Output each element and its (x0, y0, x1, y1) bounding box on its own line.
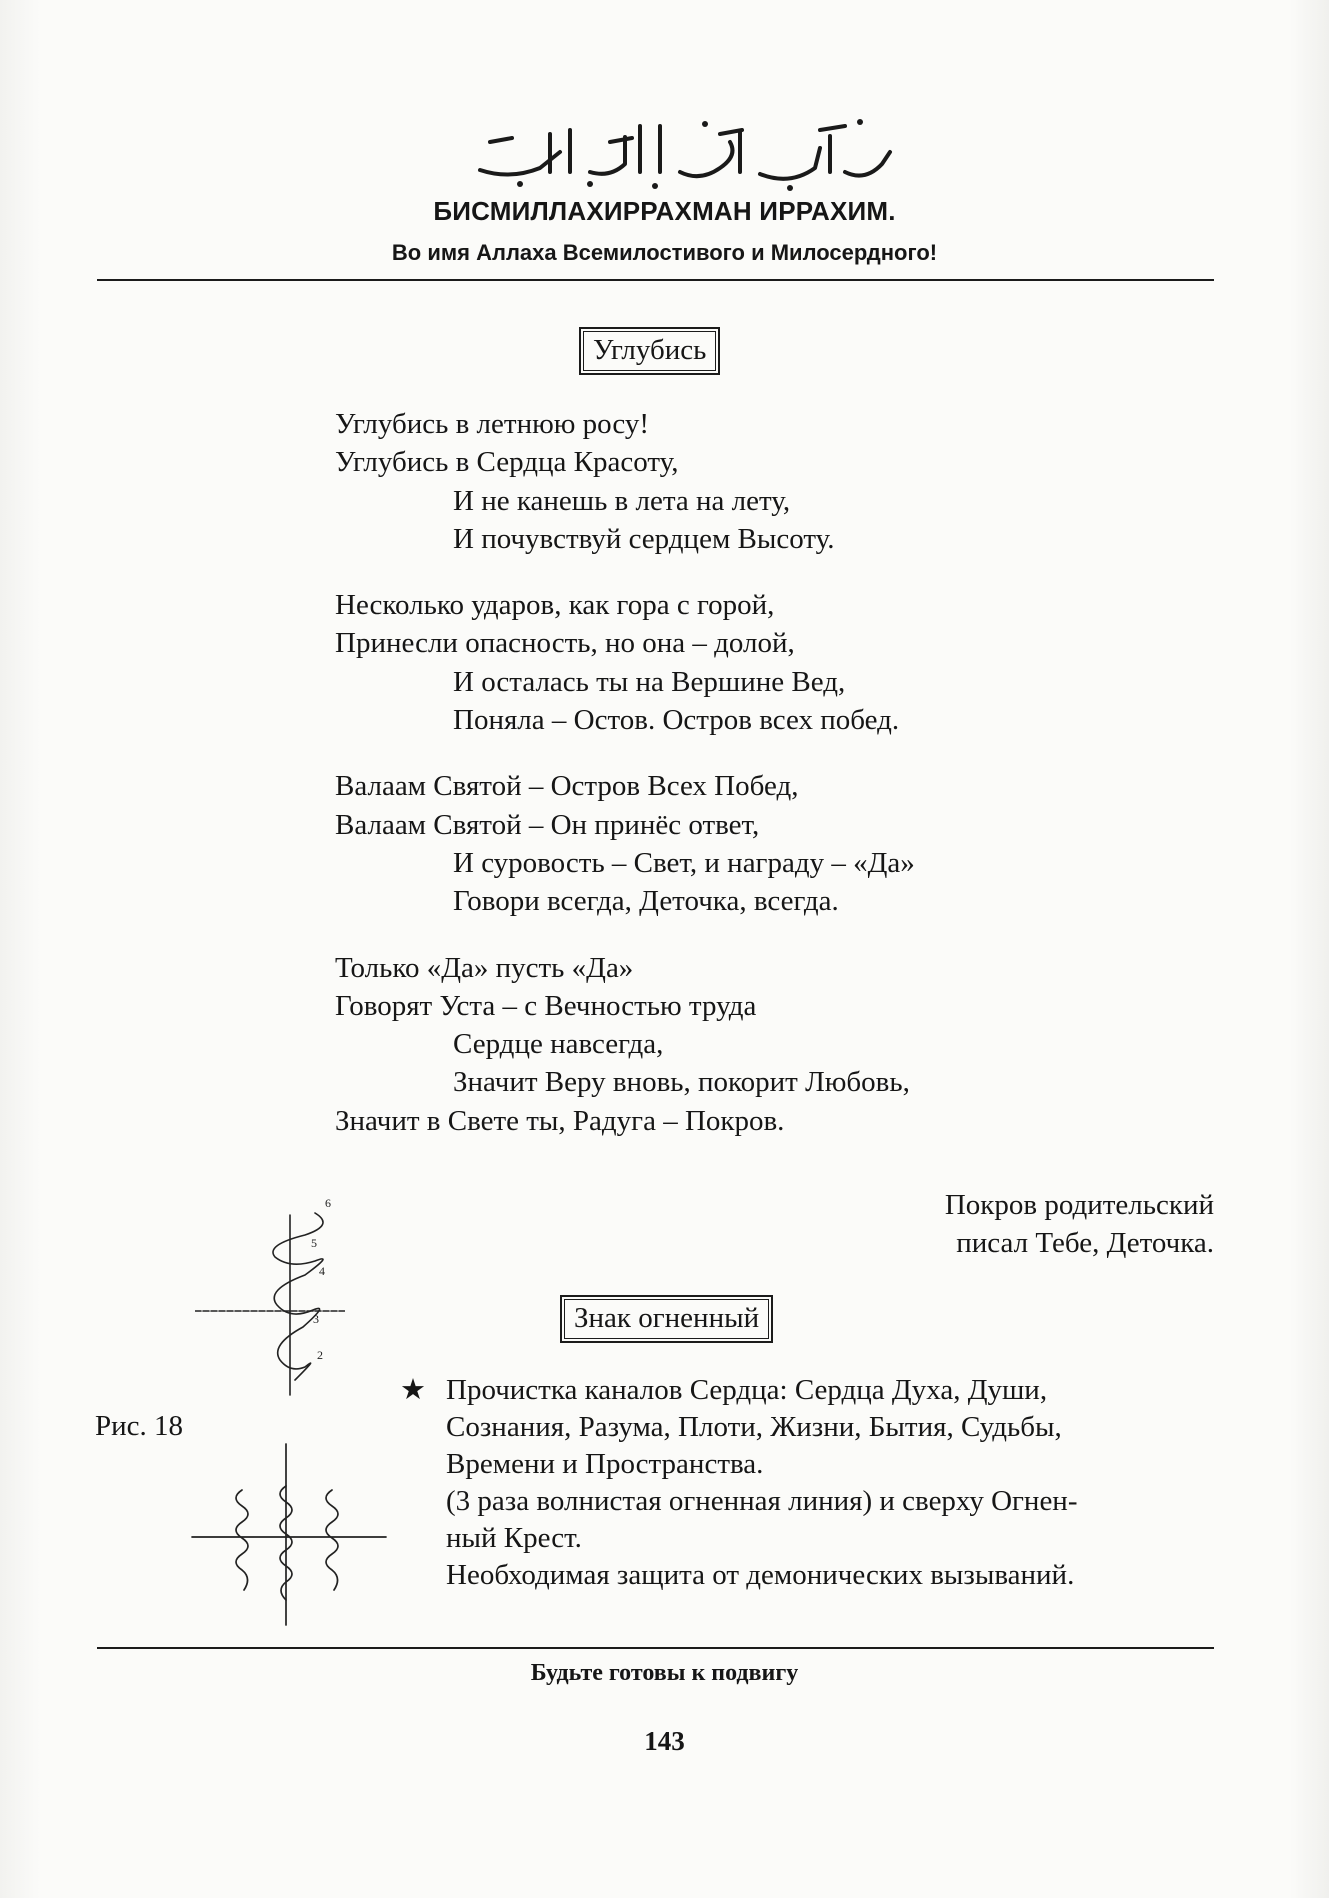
footer-rule (97, 1647, 1214, 1649)
poem-line: Поняла – Остов. Остров всех побед. (453, 704, 900, 737)
poem-stanza (335, 586, 1035, 739)
wavy-cross-drawing (190, 1440, 390, 1630)
instruction-line: Прочистка каналов Сердца: Сердца Духа, Души, (446, 1374, 1048, 1406)
calligraphy-drawing (420, 112, 920, 192)
poem-line: Валаам Святой – Остров Всех Побед, (335, 770, 799, 803)
spiral-number: 3 (313, 1312, 319, 1326)
wavy-cross-figure (190, 1440, 390, 1630)
spiral-drawing (195, 1195, 345, 1400)
header-subtitle: Во имя Аллаха Всемилостивого и Милосердного! (391, 240, 938, 265)
poem-line: Углубись в летнюю росу! (335, 408, 650, 440)
poem-line: Значит в Свете ты, Радуга – Покров. (335, 1104, 785, 1137)
poem-line: Углубись в Сердца Красоту, (335, 446, 679, 479)
instruction-line: Времени и Пространства. (446, 1448, 764, 1480)
signature-line: писал Тебе, Деточка. (956, 1227, 1214, 1259)
poem-stanza (335, 949, 1035, 1140)
poem-line: Принесли опасность, но она – долой, (335, 627, 795, 660)
poem-line: Говори всегда, Деточка, всегда. (453, 885, 839, 918)
spiral-number: 5 (311, 1236, 317, 1250)
poem-line: Только «Да» пусть «Да» (335, 951, 634, 984)
bullet-star-icon: ★ (400, 1374, 426, 1406)
instruction-line: Необходимая защита от демонических вызываний. (446, 1559, 1075, 1591)
poem-line: Говорят Уста – с Вечностью труда (335, 989, 757, 1022)
sign-title-box (560, 1295, 773, 1343)
poem-stanza (335, 767, 1035, 920)
header-title: БИСМИЛЛАХИРРАХМАН ИРРАХИМ. (433, 196, 896, 226)
poem-stanza (335, 405, 1035, 558)
instruction-line: (3 раза волнистая огненная линия) и сверху Огнен- (446, 1485, 1078, 1517)
poem-signature (945, 1186, 1214, 1262)
header-rule (97, 279, 1214, 281)
arabic-calligraphy (420, 112, 920, 192)
signature-line: Покров родительский (944, 1189, 1214, 1221)
poem-title: Углубись (593, 334, 707, 366)
footer-text: Будьте готовы к подвигу (530, 1660, 799, 1686)
poem-title-box (579, 327, 720, 375)
page-number: 143 (644, 1726, 685, 1756)
sign-instructions (446, 1372, 1246, 1594)
poem-line: Значит Веру вновь, покорит Любовь, (453, 1066, 910, 1099)
poem-line: И почувствуй сердцем Высоту. (453, 522, 835, 555)
spiral-number: 2 (317, 1348, 323, 1362)
sign-title: Знак огненный (574, 1302, 760, 1334)
poem-line: И не канешь в лета на лету, (453, 484, 791, 517)
instruction-line: Сознания, Разума, Плоти, Жизни, Бытия, Судьбы, (446, 1411, 1062, 1443)
poem-line: И осталась ты на Вершине Вед, (453, 665, 846, 698)
poem-line: Валаам Святой – Он принёс ответ, (335, 808, 760, 841)
spiral-number: 4 (319, 1264, 325, 1278)
poem-body (335, 405, 1035, 1168)
poem-line: И суровость – Свет, и награду – «Да» (453, 846, 915, 879)
instruction-line: ный Крест. (446, 1522, 582, 1554)
poem-line: Несколько ударов, как гора с горой, (335, 589, 775, 622)
spiral-number: 6 (325, 1196, 331, 1210)
spiral-figure (195, 1195, 345, 1400)
figure-label: Рис. 18 (95, 1410, 184, 1442)
poem-line: Сердце навсегда, (453, 1028, 664, 1061)
